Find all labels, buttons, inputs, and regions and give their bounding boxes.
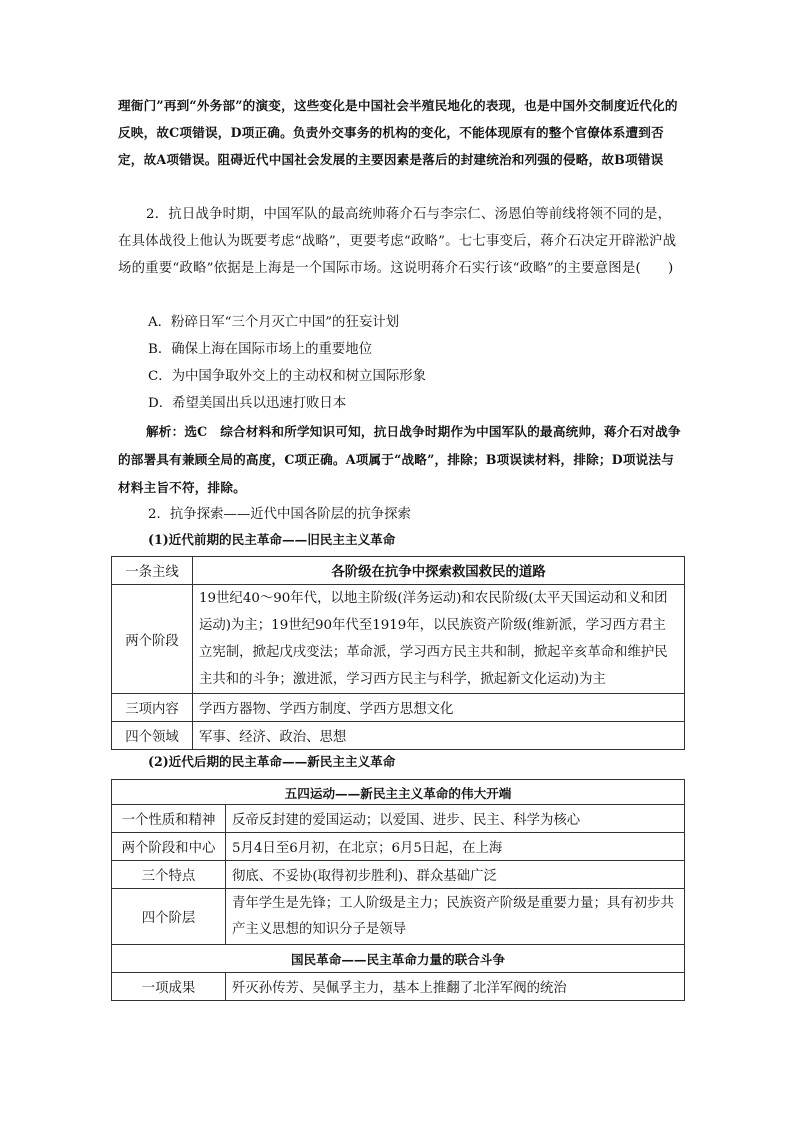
question-stem: 2．抗日战争时期，中国军队的最高统帅蒋介石与李宗仁、汤恩伯等前线将领不同的是，在具体战役上他认为既要考虑“战略”，更要考虑“政略”。七七事变后，蒋介石决定开辟淞沪战场的重要“政略”依据是上海是一个国际市场。这说明蒋介石实行该“政略”的主要意图是( ) [118, 207, 677, 276]
row-label: 一个性质和精神 [112, 805, 226, 833]
analysis-paragraph: 解析：选C 综合材料和所学知识可知，抗日战争时期作为中国军队的最高统帅，蒋介石对战争的部署具有兼顾全局的高度，C项正确。A项属于“战略”，排除；B项误读材料，排除；D项说法与材料主旨不符，排除。 [118, 424, 681, 495]
row-value: 歼灭孙传芳、吴佩孚主力，基本上推翻了北洋军阀的统治 [226, 973, 685, 1001]
table-row [112, 973, 685, 1001]
section-title: 2．抗争探索——近代中国各阶层的抗争探索 [148, 507, 411, 522]
row-label: 两个阶段和中心 [112, 833, 226, 861]
row-value: 青年学生是先锋；工人阶级是主力；民族资产阶级是重要力量；具有初步共产主义思想的知识分子是领导 [226, 889, 685, 945]
row-value: 彻底、不妥协(取得初步胜利)、群众基础广泛 [226, 861, 685, 889]
row-label: 三项内容 [112, 694, 193, 722]
table-header-national-revolution: 国民革命——民主革命力量的联合斗争 [112, 945, 685, 973]
row-label: 一项成果 [112, 973, 226, 1001]
row-label: 三个特点 [112, 861, 226, 889]
table-header-row [112, 780, 685, 805]
table-row [112, 585, 685, 694]
intro-paragraph: 理衙门”再到“外务部”的演变，这些变化是中国社会半殖民地化的表现，也是中国外交制度近代化的反映，故C项错误，D项正确。负责外交事务的机构的变化，不能体现原有的整个官僚体系遭到否定，故A项错误。阻碍近代中国社会发展的主要因素是落后的封建统治和列强的侵略，故B项错误 [118, 98, 678, 167]
table-row [112, 861, 685, 889]
table-old-democratic-revolution [111, 556, 685, 750]
row-label: 四个领域 [112, 722, 193, 750]
row-value: 学西方器物、学西方制度、学西方思想文化 [193, 694, 685, 722]
table-row [112, 694, 685, 722]
table-row [112, 722, 685, 750]
option-b: B．确保上海在国际市场上的重要地位 [148, 342, 373, 357]
row-value: 19世纪40～90年代，以地主阶级(洋务运动)和农民阶级(太平天国运动和义和团运动)为主；19世纪90年代至1919年，以民族资产阶级(维新派，学习西方君主立宪制，掀起戊戌变法；革命派，学习西方民主共和制，掀起辛亥革命和维护民主共和的斗争；激进派，学习西方民主与科学，掀起新文化运动)为主 [193, 585, 685, 694]
row-label: 一条主线 [112, 557, 193, 585]
option-d: D．希望美国出兵以迅速打败日本 [148, 396, 347, 411]
row-label: 四个阶层 [112, 889, 226, 945]
row-value: 军事、经济、政治、思想 [193, 722, 685, 750]
option-a: A．粉碎日军“三个月灭亡中国”的狂妄计划 [148, 315, 400, 330]
table-row [112, 805, 685, 833]
row-value: 5月4日至6月初，在北京；6月5日起，在上海 [226, 833, 685, 861]
table-header-may-fourth: 五四运动——新民主主义革命的伟大开端 [112, 780, 685, 805]
table-row [112, 557, 685, 585]
table-header-row [112, 945, 685, 973]
subsection-1-title: (1)近代前期的民主革命——旧民主主义革命 [148, 532, 396, 547]
option-c: C．为中国争取外交上的主动权和树立国际形象 [148, 369, 427, 384]
subsection-2-title: (2)近代后期的民主革命——新民主主义革命 [148, 754, 396, 769]
table-row [112, 833, 685, 861]
table-row [112, 889, 685, 945]
row-value: 各阶级在抗争中探索救国救民的道路 [193, 557, 685, 585]
row-value: 反帝反封建的爱国运动；以爱国、进步、民主、科学为核心 [226, 805, 685, 833]
table-new-democratic-revolution [111, 779, 685, 1001]
row-label: 两个阶段 [112, 585, 193, 694]
